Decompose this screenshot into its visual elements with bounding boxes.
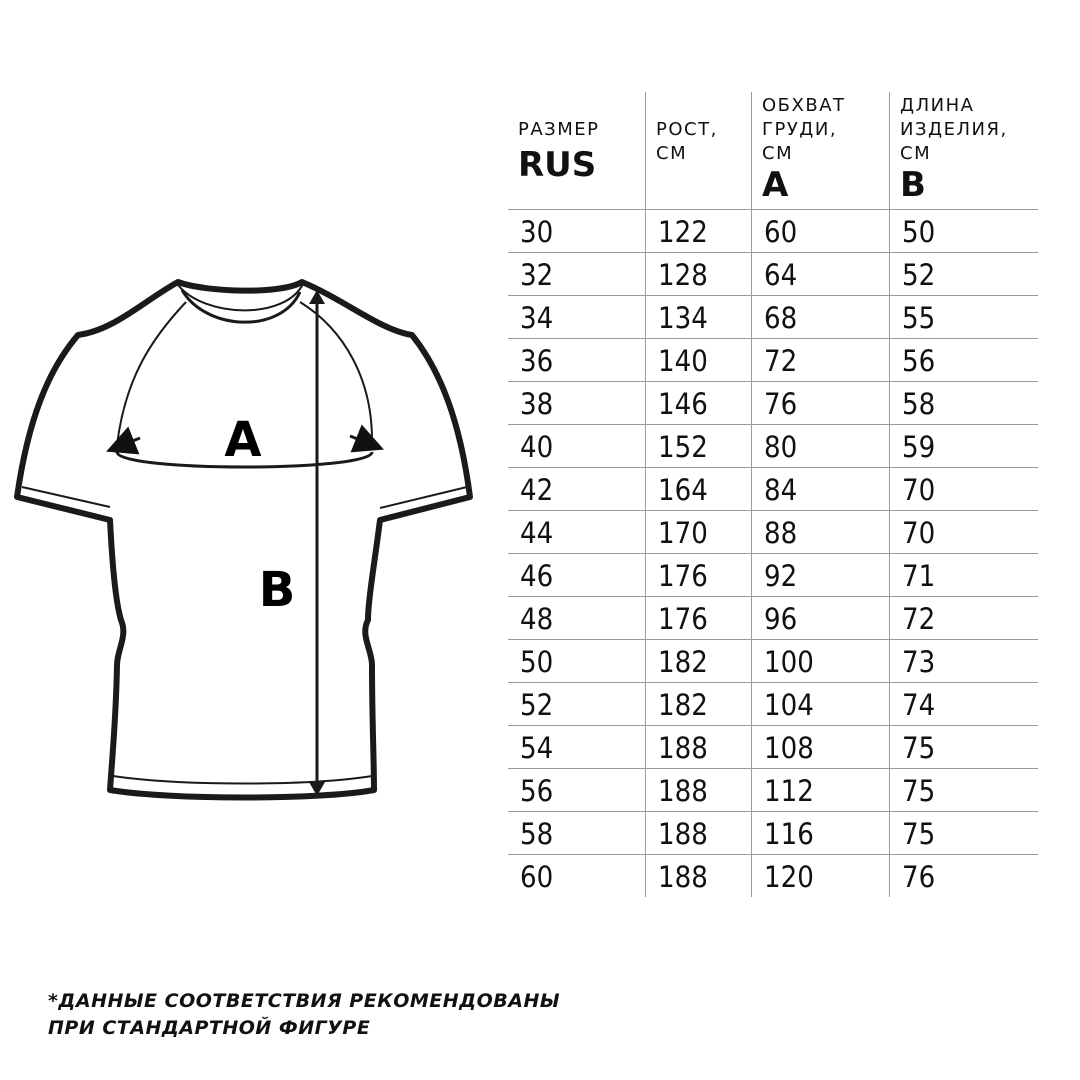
cell-height: 176 [645,554,751,596]
table-row [508,596,1038,639]
header-size-rus: RUS [518,145,597,185]
cell-chest: 80 [751,425,889,467]
tshirt-collar [182,290,300,322]
table-row [508,295,1038,338]
cell-length: 72 [889,597,1038,639]
cell-length: 74 [889,683,1038,725]
cell-chest: 104 [751,683,889,725]
footnote [48,988,560,1042]
header-height-label: РОСТ, СМ [656,119,718,164]
label-b: B [258,562,296,618]
table-row [508,338,1038,381]
tshirt-body-outline [17,282,470,798]
cell-height: 146 [645,382,751,424]
table-header [508,92,1038,209]
cell-size: 58 [520,817,554,851]
footnote-line-2: ПРИ СТАНДАРТНОЙ ФИГУРЕ [48,1017,371,1039]
cell-size: 32 [520,258,554,292]
cell-size: 36 [520,344,554,378]
cell-height: 140 [645,339,751,381]
cell-size: 30 [520,215,554,249]
cell-height: 128 [645,253,751,295]
cell-chest: 72 [751,339,889,381]
cell-size: 56 [520,774,554,808]
cell-height: 170 [645,511,751,553]
cell-chest: 64 [751,253,889,295]
cell-length: 50 [889,210,1038,252]
tshirt-diagram [0,0,520,900]
table-row [508,424,1038,467]
header-length [889,92,1038,209]
cell-height: 134 [645,296,751,338]
footnote-line-1: *ДАННЫЕ СООТВЕТСТВИЯ РЕКОМЕНДОВАНЫ [48,990,561,1012]
header-length-letter: B [900,165,926,205]
cell-chest: 60 [751,210,889,252]
cell-size: 52 [520,688,554,722]
cell-length: 56 [889,339,1038,381]
cell-chest: 96 [751,597,889,639]
header-chest-label: ОБХВАТ ГРУДИ, СМ [762,95,846,164]
table-body [508,209,1038,897]
cell-length: 75 [889,812,1038,854]
cell-size: 40 [520,430,554,464]
header-size [508,92,645,209]
cell-height: 188 [645,855,751,897]
cell-length: 59 [889,425,1038,467]
cell-size: 50 [520,645,554,679]
cell-height: 176 [645,597,751,639]
cell-height: 188 [645,769,751,811]
table-row [508,639,1038,682]
cell-size: 42 [520,473,554,507]
tshirt-raglan-seam-right [300,302,372,440]
header-chest [751,92,889,209]
cell-length: 73 [889,640,1038,682]
cell-chest: 120 [751,855,889,897]
cell-size: 44 [520,516,554,550]
size-table [508,92,1038,897]
cell-length: 71 [889,554,1038,596]
table-row [508,854,1038,897]
table-row [508,467,1038,510]
cell-chest: 116 [751,812,889,854]
table-row [508,252,1038,295]
header-chest-letter: A [762,165,789,205]
cell-chest: 68 [751,296,889,338]
cell-length: 58 [889,382,1038,424]
cell-chest: 112 [751,769,889,811]
cell-size: 46 [520,559,554,593]
tshirt-outline-icon [0,0,520,900]
cell-chest: 108 [751,726,889,768]
table-row [508,553,1038,596]
cell-height: 164 [645,468,751,510]
header-height [645,92,751,209]
cell-length: 76 [889,855,1038,897]
cell-size: 54 [520,731,554,765]
cell-size: 60 [520,860,554,894]
cell-size: 38 [520,387,554,421]
tshirt-raglan-seam-left [117,302,186,445]
table-row [508,768,1038,811]
table-row [508,510,1038,553]
cell-chest: 100 [751,640,889,682]
cell-height: 122 [645,210,751,252]
cell-length: 75 [889,726,1038,768]
cell-length: 52 [889,253,1038,295]
cell-height: 188 [645,812,751,854]
header-length-label: ДЛИНА ИЗДЕЛИЯ, СМ [900,95,1008,164]
cell-chest: 76 [751,382,889,424]
table-row [508,725,1038,768]
cell-height: 182 [645,683,751,725]
header-size-label: РАЗМЕР [518,119,600,140]
cell-height: 152 [645,425,751,467]
cell-length: 55 [889,296,1038,338]
cell-height: 188 [645,726,751,768]
cell-chest: 88 [751,511,889,553]
table-row [508,811,1038,854]
table-row [508,209,1038,252]
cell-length: 70 [889,468,1038,510]
label-a: A [224,412,262,468]
cell-chest: 92 [751,554,889,596]
cell-size: 48 [520,602,554,636]
cell-length: 75 [889,769,1038,811]
table-row [508,381,1038,424]
cell-height: 182 [645,640,751,682]
cell-size: 34 [520,301,554,335]
cell-length: 70 [889,511,1038,553]
cell-chest: 84 [751,468,889,510]
table-row [508,682,1038,725]
